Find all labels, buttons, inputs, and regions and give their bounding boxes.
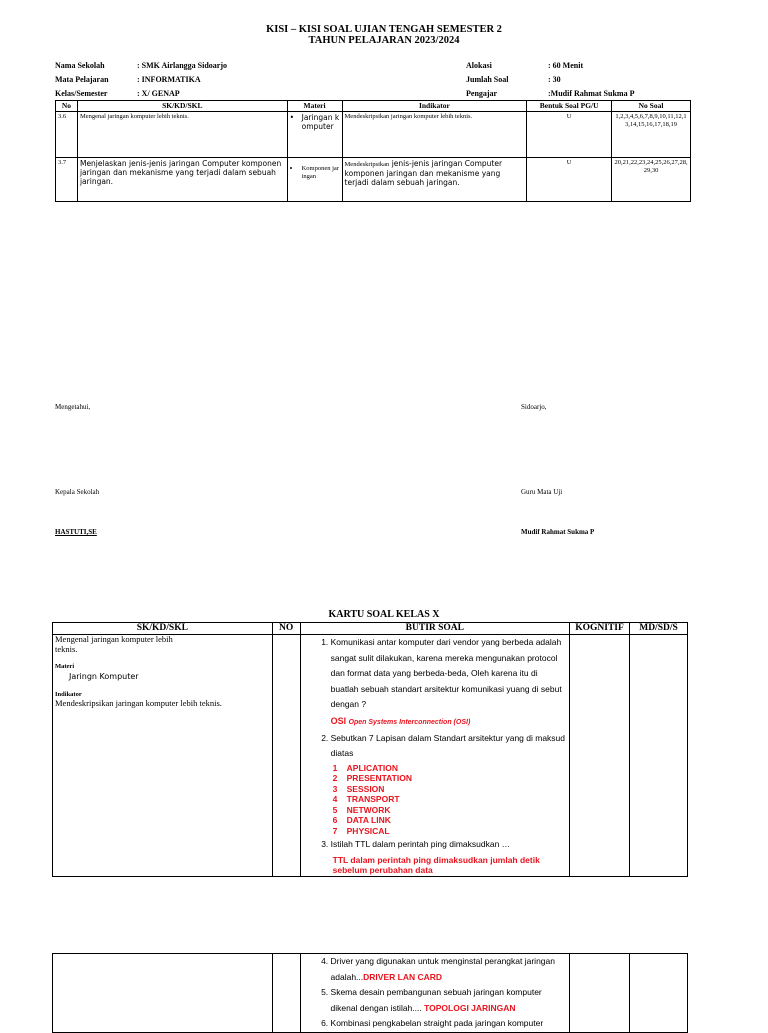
question-1: [331, 635, 567, 731]
layer-item: [333, 763, 567, 774]
meta-value: : 30: [548, 75, 561, 84]
question-text: Istilah TTL dalam perintah ping dimaksudkan …: [330, 839, 511, 849]
answer-2: [333, 763, 567, 837]
cell-nosoal: 1,2,3,4,5,6,7,8,9,10,11,12,13,14,15,16,17,18,19: [612, 112, 691, 158]
cell-bentuk: U: [527, 158, 612, 202]
guru-name: Mudif Rahmat Sukma P: [521, 528, 595, 536]
cell-skkd: Menjelaskan jenis-jenis jaringan Computer komponen jaringan dan mekanisme yang terjadi dalam sebuah jaringan.: [77, 158, 287, 202]
table-row: [53, 635, 688, 877]
meta-value: : INFORMATIKA: [137, 75, 201, 84]
kartu-title: KARTU SOAL KELAS X: [328, 609, 440, 620]
kartu-table-continued: [52, 953, 688, 1033]
col-header: No Soal: [612, 101, 691, 112]
question-text: Skema desain pembangunan sebuah jaringan komputer dikenal dengan istilah....: [330, 987, 542, 1013]
cell-skkd: [53, 635, 273, 877]
layer-num: 1: [332, 762, 338, 773]
col-header: No: [56, 101, 78, 112]
layer-item: [333, 826, 567, 837]
place-label: Sidoarjo,: [521, 403, 547, 411]
col-header: SK/KD/SKL: [77, 101, 287, 112]
meta-left: [55, 59, 227, 101]
cell-skkd: Mengenal jaringan komputer lebih teknis.: [77, 112, 287, 158]
layer-num: 4: [332, 794, 338, 804]
cell-materi: • Jaringan komputer: [287, 112, 342, 158]
question-4: [331, 954, 568, 985]
answer-3: TTL dalam perintah ping dimaksudkan jumlah detik sebelum perubahan data: [332, 854, 540, 875]
cell-butir: [300, 635, 569, 877]
answer-detail: Open Systems Interconnection (OSI): [348, 718, 471, 726]
layer-item: [333, 805, 567, 816]
layer-name: SESSION: [346, 783, 385, 794]
col-header: Indikator: [342, 101, 527, 112]
cell-kognitif: [570, 635, 630, 877]
materi-text: Jaringan komputer: [301, 113, 340, 131]
answer-1: [331, 713, 567, 731]
answer-5: TOPOLOGI JARINGAN: [424, 1002, 516, 1013]
layer-num: 2: [332, 773, 338, 783]
layer-name: DATA LINK: [346, 815, 391, 825]
meta-label: Pengajar: [466, 89, 498, 98]
meta-label: Nama Sekolah: [55, 61, 105, 70]
cell-indikator: Mendeskripsikan jaringan komputer lebih teknis.: [342, 112, 527, 158]
col-header: Bentuk Soal PG/U: [527, 101, 612, 112]
cell-mdsd: [630, 635, 688, 877]
layer-item: [333, 815, 567, 826]
cell-skkd: [53, 954, 273, 1033]
layer-item: [333, 784, 567, 795]
layer-name: PRESENTATION: [346, 773, 412, 783]
doc-title: KISI – KISI SOAL UJIAN TENGAH SEMESTER 2: [266, 24, 502, 35]
question-text: Kombinasi pengkabelan straight pada jaringan komputer: [330, 1018, 544, 1028]
layer-num: 6: [332, 815, 338, 825]
doc-subtitle: TAHUN PELAJARAN 2023/2024: [308, 35, 460, 46]
kepala-name: HASTUTI,SE: [55, 528, 97, 536]
materi-text: Komponen jaringan: [301, 165, 339, 180]
skkd-text: Mengenal jaringan komputer lebih teknis.: [55, 634, 173, 654]
meta-label: Alokasi: [466, 61, 492, 70]
question-2: [331, 731, 567, 837]
cell-butir: [300, 954, 570, 1033]
layer-name: TRANSPORT: [346, 794, 400, 804]
meta-label: Mata Pelajaran: [55, 75, 109, 84]
meta-value: :Mudif Rahmat Sukma P: [548, 89, 635, 98]
col-header: KOGNITIF: [570, 623, 630, 635]
indikator-label: Indikator: [55, 690, 82, 698]
indikator-prefix: Mendeskripsikan: [344, 161, 390, 168]
layer-name: PHYSICAL: [346, 825, 390, 836]
materi-label: Materi: [55, 663, 75, 670]
answer-text: OSI: [330, 715, 347, 726]
cell-indikator: [342, 158, 527, 202]
materi-text: Jaringn Komputer: [69, 671, 139, 681]
guru-label: Guru Mata Uji: [521, 488, 563, 496]
meta-value: : SMK Airlangga Sidoarjo: [137, 61, 228, 70]
mengetahui-label: Mengetahui,: [55, 403, 91, 411]
question-5: [331, 985, 568, 1016]
meta-right: [466, 59, 634, 101]
layer-num: 7: [332, 825, 338, 836]
question-text: Komunikasi antar komputer dari vendor yang berbeda adalah sangat sulit dilakukan, karena mereka mengunakan protocol dan format data yang berbeda-beda, Oleh karena itu di buatlah sebuah standart arsitektur komunikasi yuang di sebut dengan ?: [330, 637, 562, 709]
col-header: SK/KD/SKL: [53, 623, 273, 635]
cell-no: [272, 635, 300, 877]
meta-label: Kelas/Semester: [55, 89, 108, 98]
layer-item: [333, 794, 567, 805]
cell-bentuk: U: [527, 112, 612, 158]
cell-no: 3.7: [56, 158, 78, 202]
cell-no: [272, 954, 300, 1033]
question-text: Driver yang digunakan untuk menginstal perangkat jaringan adalah...: [330, 956, 555, 982]
layer-name: APLICATION: [346, 762, 398, 773]
cell-mdsd: [630, 954, 688, 1033]
cell-materi: • Komponen jaringan: [287, 158, 342, 202]
kepala-label: Kepala Sekolah: [55, 488, 100, 496]
table-row: [56, 112, 691, 158]
col-header: BUTIR SOAL: [300, 623, 569, 635]
answer-4: DRIVER LAN CARD: [363, 971, 443, 982]
kisi-header-row: [56, 101, 691, 112]
question-3: [331, 837, 567, 876]
col-header: Materi: [287, 101, 342, 112]
indikator-text: Mendeskripsikan jaringan komputer lebih teknis.: [55, 698, 222, 708]
layer-num: 3: [332, 783, 338, 794]
meta-value: : 60 Menit: [548, 61, 584, 70]
kisi-table: [55, 100, 691, 202]
layer-item: [333, 773, 567, 784]
kartu-header-row: [53, 623, 688, 635]
meta-value: : X/ GENAP: [137, 89, 180, 98]
meta-label: Jumlah Soal: [466, 75, 509, 84]
cell-nosoal: 20,21,22,23,24,25,26,27,28,29,30: [612, 158, 691, 202]
col-header: NO: [272, 623, 300, 635]
cell-no: 3.6: [56, 112, 78, 158]
table-row: [56, 158, 691, 202]
question-text: Sebutkan 7 Lapisan dalam Standart arsitektur yang di maksud diatas: [330, 732, 566, 758]
kartu-table: [52, 622, 688, 877]
cell-kognitif: [570, 954, 630, 1033]
col-header: MD/SD/S: [630, 623, 688, 635]
table-row: [53, 954, 688, 1033]
indikator-text: jenis-jenis jaringan Computer komponen jaringan dan mekanisme yang terjadi dalam sebuah jaringan.: [344, 159, 503, 187]
layer-num: 5: [332, 804, 338, 815]
layer-name: NETWORK: [346, 804, 391, 815]
